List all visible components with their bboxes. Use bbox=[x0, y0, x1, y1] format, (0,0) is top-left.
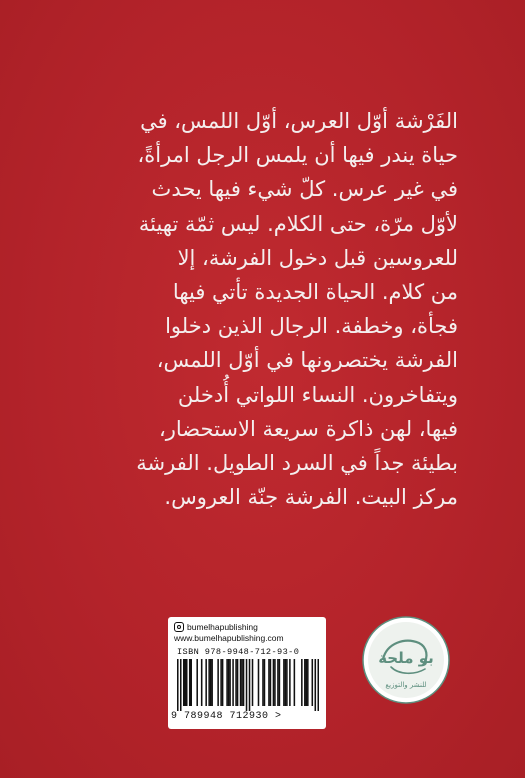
blurb-line: الفرشة يختصرونها في أوّل اللمس، bbox=[156, 348, 458, 373]
barcode-bar bbox=[186, 659, 188, 706]
barcode-bar bbox=[196, 659, 198, 706]
barcode-bar bbox=[307, 659, 309, 706]
barcode-bar bbox=[241, 659, 243, 706]
barcode-bar bbox=[205, 659, 207, 706]
barcode-bar bbox=[273, 659, 275, 706]
barcode-bar bbox=[226, 659, 228, 706]
barcode-bar bbox=[184, 659, 186, 706]
barcode-bar bbox=[312, 659, 314, 706]
barcode-bar bbox=[270, 659, 272, 706]
barcode-bar bbox=[183, 659, 185, 706]
instagram-handle bbox=[174, 621, 258, 633]
barcode-bar bbox=[252, 659, 254, 706]
barcode-bar bbox=[304, 659, 306, 706]
barcode-bar bbox=[249, 659, 251, 711]
barcode-bar bbox=[211, 659, 213, 706]
blurb-line: من كلام. الحياة الجديدة تأتي فيها bbox=[172, 280, 458, 305]
barcode-digits: 9 789948 712930 > bbox=[171, 711, 282, 722]
barcode-bar bbox=[220, 659, 222, 706]
barcode-bar bbox=[189, 659, 191, 706]
barcode-bar bbox=[283, 659, 285, 706]
publisher-logo bbox=[361, 615, 451, 705]
barcode-bar bbox=[246, 659, 248, 711]
website-link: www.bumelhapublishing.com bbox=[174, 633, 284, 643]
logo-subtext: للنشر والتوزيع bbox=[385, 681, 427, 689]
barcode-bar bbox=[229, 659, 231, 706]
barcode-bar bbox=[190, 659, 192, 706]
blurb-line: للعروسين قبل دخول الفرشة، إلا bbox=[177, 245, 458, 270]
barcode-bar bbox=[274, 659, 276, 706]
logo-text: بو ملحة bbox=[378, 649, 434, 667]
blurb-line: فيها، لهن ذاكرة سريعة الاستحضار، bbox=[158, 416, 458, 441]
isbn-text: ISBN 978-9948-712-93-0 bbox=[177, 647, 300, 657]
barcode-bar bbox=[210, 659, 212, 706]
blurb-line: لأوّل مرّة، حتى الكلام. ليس ثمّة تهيئة bbox=[138, 211, 458, 236]
barcode-bar bbox=[180, 659, 182, 711]
barcode-bar bbox=[315, 659, 317, 711]
barcode-bar bbox=[208, 659, 210, 706]
barcode-bar bbox=[258, 659, 260, 706]
barcode-card bbox=[168, 617, 326, 729]
barcode-bar bbox=[318, 659, 319, 711]
barcode-bar bbox=[294, 659, 296, 706]
barcode-bar bbox=[277, 659, 279, 706]
barcode-bar bbox=[262, 659, 264, 706]
barcode-bar bbox=[201, 659, 203, 706]
blurb-line: في غير عرس. كلّ شيء فيها يحدث bbox=[151, 177, 458, 202]
barcode-bar bbox=[289, 659, 291, 706]
barcode-bar bbox=[177, 659, 179, 711]
barcode-bar bbox=[306, 659, 308, 706]
blurb-text bbox=[80, 104, 458, 514]
blurb-line: ويتفاخرون. النساء اللواتي أُدخلن bbox=[177, 382, 458, 407]
barcode bbox=[177, 659, 319, 711]
barcode-bar bbox=[279, 659, 281, 706]
barcode-bar bbox=[235, 659, 237, 706]
barcode-bar bbox=[301, 659, 303, 706]
barcode-bar bbox=[285, 659, 287, 706]
barcode-bar bbox=[243, 659, 245, 706]
barcode-bar bbox=[264, 659, 266, 706]
blurb-line: مركز البيت. الفرشة جنّة العروس. bbox=[164, 485, 458, 510]
barcode-bar bbox=[286, 659, 288, 706]
barcode-bar bbox=[232, 659, 234, 706]
blurb-line: فجأة، وخطفة. الرجال الذين دخلوا bbox=[165, 314, 458, 339]
barcode-bar bbox=[240, 659, 242, 706]
blurb-line: حياة يندر فيها أن يلمس الرجل امرأةً، bbox=[137, 143, 458, 168]
barcode-bar bbox=[222, 659, 224, 706]
barcode-bar bbox=[237, 659, 239, 706]
blurb-line: بطيئة جداً في السرد الطويل. الفرشة bbox=[136, 451, 458, 476]
barcode-bar bbox=[217, 659, 219, 706]
barcode-bar bbox=[268, 659, 270, 706]
handle-text: bumelhapublishing bbox=[187, 622, 258, 632]
barcode-bar bbox=[228, 659, 230, 706]
blurb-line: الفَرْشة أوّل العرس، أوّل اللمس، في bbox=[140, 109, 458, 133]
instagram-icon bbox=[174, 622, 184, 632]
